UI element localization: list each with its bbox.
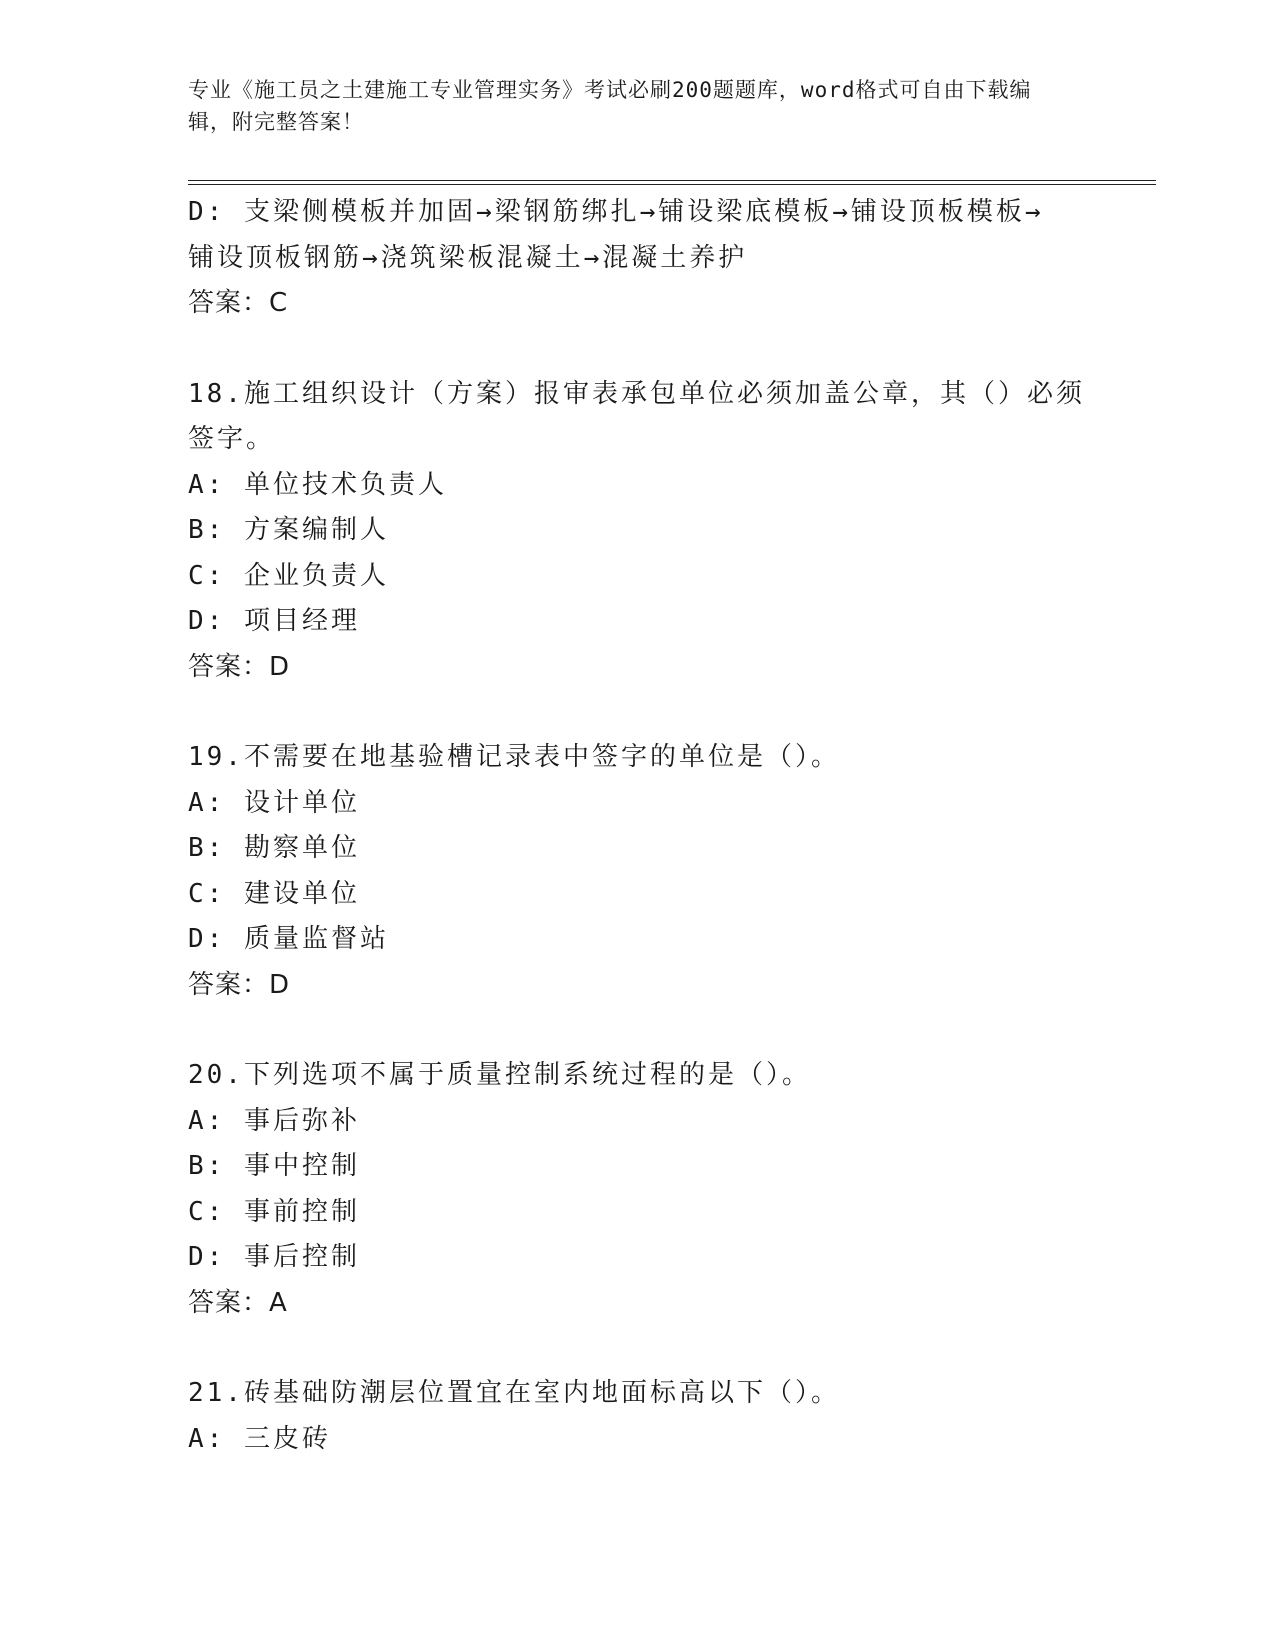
option-a: A: 单位技术负责人 (188, 469, 447, 500)
header-double-rule (188, 180, 1156, 185)
question-list (188, 190, 1088, 1462)
answer-line: 答案：D (188, 969, 291, 1000)
option-c: C: 建设单位 (188, 878, 360, 909)
question-block-17-tail (188, 190, 1088, 327)
question-text: 20.下列选项不属于质量控制系统过程的是（）。 (188, 1060, 811, 1090)
option-c: C: 企业负责人 (188, 560, 389, 591)
page-header: 专业《施工员之土建施工专业管理实务》考试必刷200题题库，word格式可自由下载编辑，附完整答案！ (188, 78, 1032, 134)
option-line: 铺设顶板钢筋→浇筑梁板混凝土→混凝土养护 (188, 242, 748, 273)
question-block-21 (188, 1371, 1088, 1462)
answer-line: 答案：C (188, 288, 289, 318)
answer-line: 答案：A (188, 1287, 288, 1318)
question-text: 签字。 (188, 424, 276, 454)
option-b: B: 方案编制人 (188, 515, 389, 545)
option-d: D: 事后控制 (188, 1242, 360, 1272)
option-b: B: 勘察单位 (188, 833, 360, 863)
question-text: 18.施工组织设计（方案）报审表承包单位必须加盖公章，其（）必须 (188, 378, 1085, 409)
spacer (188, 327, 1088, 372)
spacer (188, 1326, 1088, 1371)
question-text: 21.砖基础防潮层位置宜在室内地面标高以下（）。 (188, 1378, 840, 1408)
option-d: D: 质量监督站 (188, 924, 389, 954)
question-text: 19.不需要在地基验槽记录表中签字的单位是（）。 (188, 742, 840, 772)
option-a: A: 三皮砖 (188, 1423, 331, 1454)
option-a: A: 设计单位 (188, 787, 360, 818)
option-c: C: 事前控制 (188, 1196, 360, 1227)
option-a: A: 事后弥补 (188, 1105, 360, 1136)
question-block-20 (188, 1053, 1088, 1326)
question-block-18 (188, 372, 1088, 691)
spacer (188, 1008, 1088, 1053)
spacer (188, 690, 1088, 735)
question-block-19 (188, 735, 1088, 1008)
option-line: D: 支梁侧模板并加固→梁钢筋绑扎→铺设梁底模板→铺设顶板模板→ (188, 197, 1044, 227)
option-b: B: 事中控制 (188, 1151, 360, 1181)
option-d: D: 项目经理 (188, 606, 360, 636)
answer-line: 答案：D (188, 651, 291, 682)
